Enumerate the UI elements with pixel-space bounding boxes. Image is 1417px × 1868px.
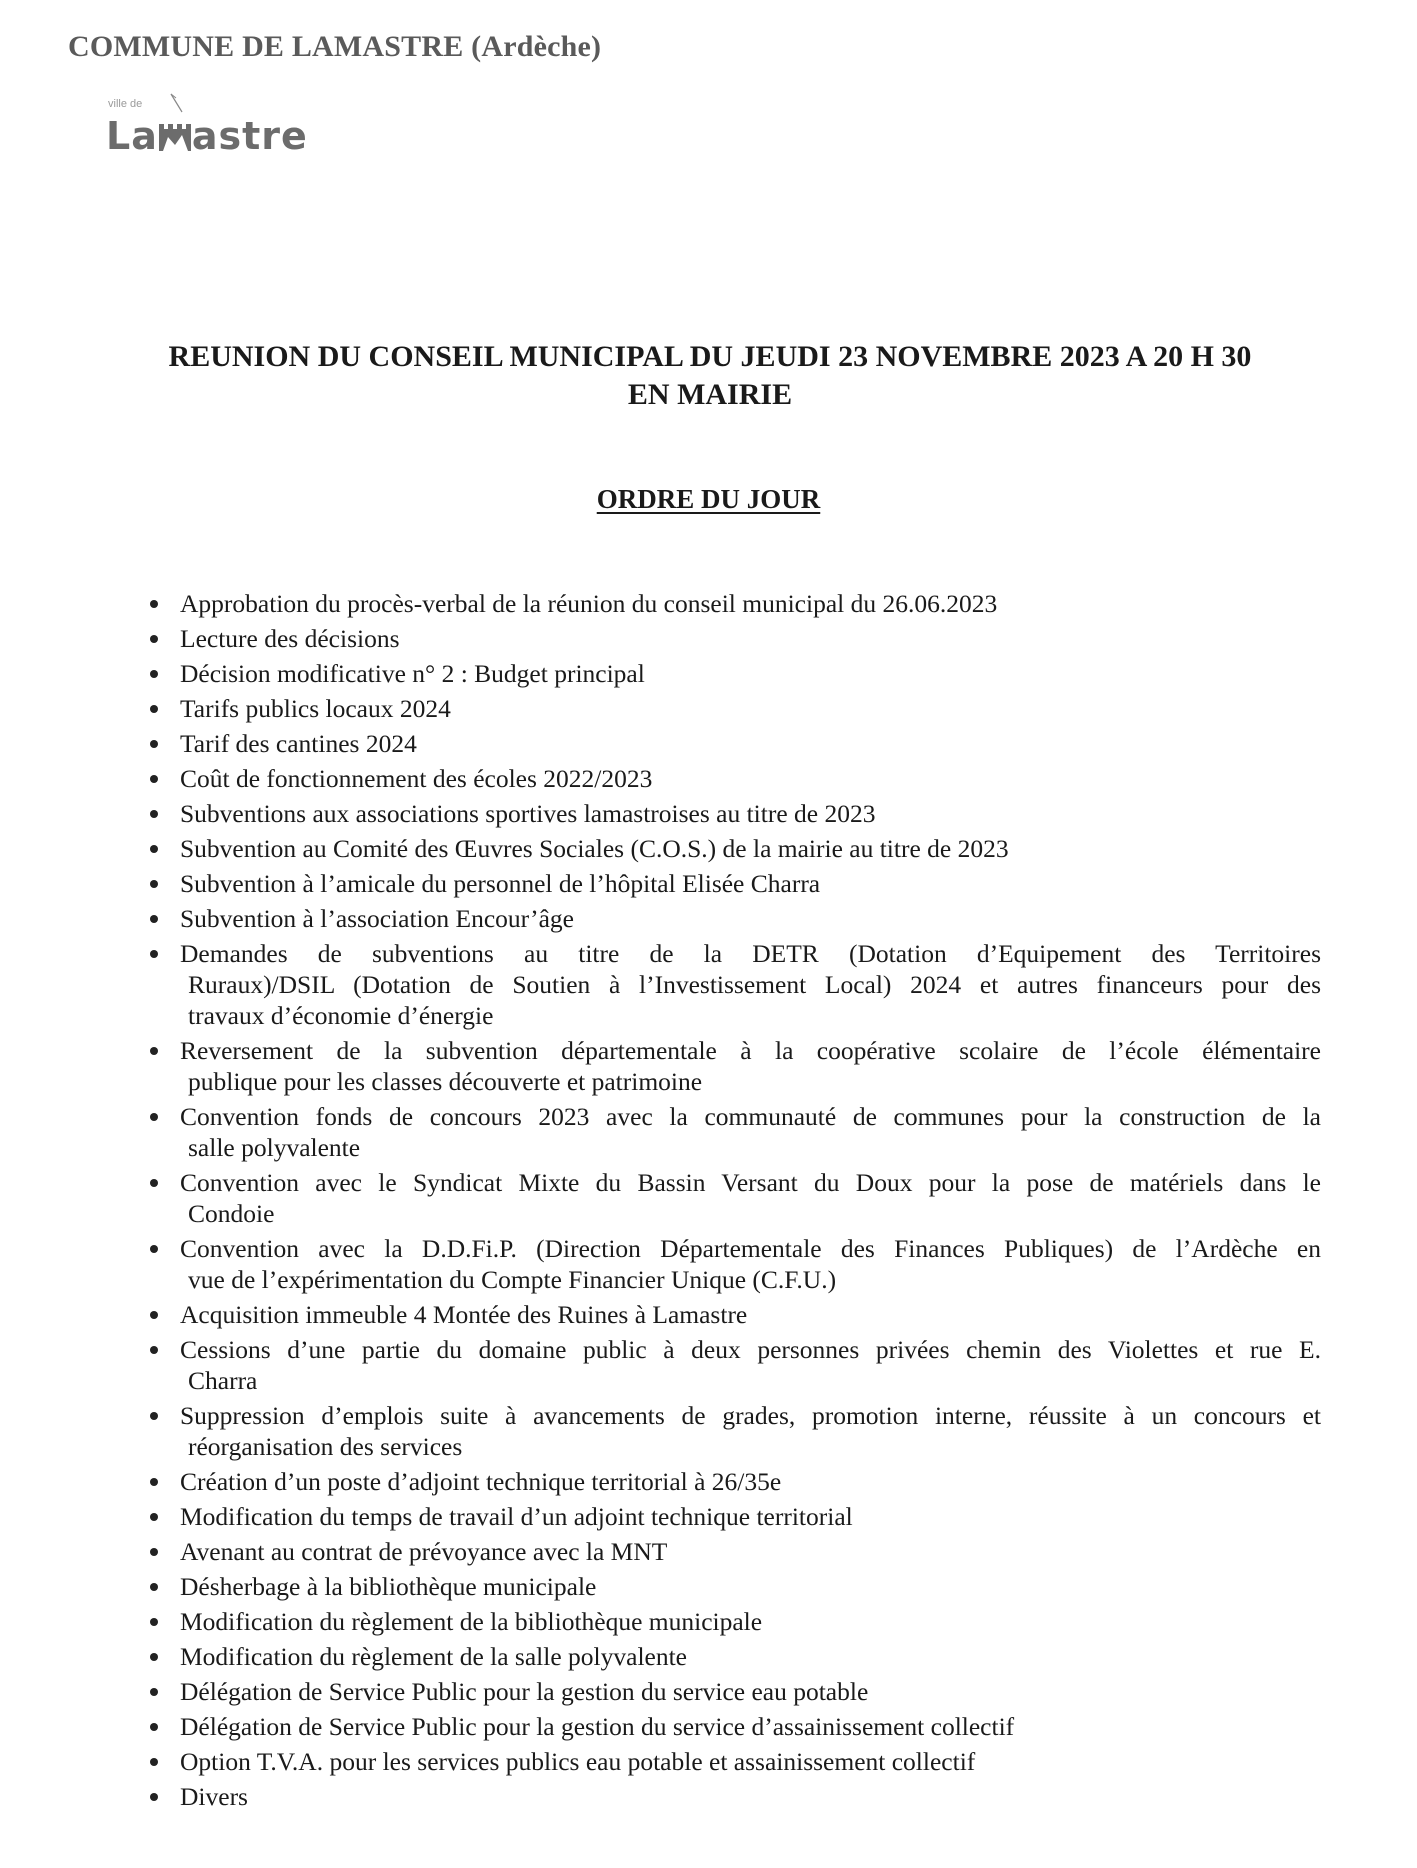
agenda-item: Convention fonds de concours 2023 avec la communauté de communes pour la construction de la salle polyvalente [136,1101,1321,1163]
bullet-icon [150,1047,158,1055]
bullet-icon [150,1548,158,1556]
agenda-item: Délégation de Service Public pour la gestion du service eau potable [136,1676,1321,1707]
agenda-item: Acquisition immeuble 4 Montée des Ruines à Lamastre [136,1299,1321,1330]
bullet-icon [150,1179,158,1187]
agenda-item: Coût de fonctionnement des écoles 2022/2023 [136,763,1321,794]
bullet-icon [150,1723,158,1731]
agenda-item: Suppression d’emplois suite à avancements de grades, promotion interne, réussite à un concours et réorganisation des services [136,1400,1321,1462]
flag-icon [168,92,184,114]
bullet-icon [150,635,158,643]
agenda-item: Demandes de subventions au titre de la DETR (Dotation d’Equipement des Territoires Ruraux)/DSIL (Dotation de Soutien à l’Investissement Local) 2024 et autres financeurs pour des travaux d’économie d’énergie [136,938,1321,1031]
bullet-icon [150,950,158,958]
agenda-item: Lecture des décisions [136,623,1321,654]
agenda-item: Convention avec la D.D.Fi.P. (Direction Départementale des Finances Publiques) de l’Ardèche en vue de l’expérimentation du Compte Financier Unique (C.F.U.) [136,1233,1321,1295]
lamastre-logo [106,92,326,162]
agenda-item: Cessions d’une partie du domaine public à deux personnes privées chemin des Violettes et rue E. Charra [136,1334,1321,1396]
bullet-icon [150,1583,158,1591]
agenda-list [136,588,1321,1816]
agenda-item: Convention avec le Syndicat Mixte du Bassin Versant du Doux pour la pose de matériels dans le Condoie [136,1167,1321,1229]
logo-wordmark: La astre [106,114,308,158]
bullet-icon [150,915,158,923]
meeting-title [60,338,1360,414]
agenda-item: Subvention au Comité des Œuvres Sociales (C.O.S.) de la mairie au titre de 2023 [136,833,1321,864]
bullet-icon [150,740,158,748]
bullet-icon [150,600,158,608]
bullet-icon [150,1245,158,1253]
bullet-icon [150,1618,158,1626]
meeting-title-line-2: EN MAIRIE [627,378,793,411]
agenda-item: Tarif des cantines 2024 [136,728,1321,759]
agenda-item: Tarifs publics locaux 2024 [136,693,1321,724]
agenda-item: Option T.V.A. pour les services publics eau potable et assainissement collectif [136,1746,1321,1777]
bullet-icon [150,1478,158,1486]
bullet-icon [150,1412,158,1420]
agenda-item: Modification du temps de travail d’un adjoint technique territorial [136,1501,1321,1532]
bullet-icon [150,880,158,888]
commune-heading: COMMUNE DE LAMASTRE (Ardèche) [68,30,602,63]
bullet-icon [150,1113,158,1121]
bullet-icon [150,845,158,853]
agenda-item: Subvention à l’association Encour’âge [136,903,1321,934]
bullet-icon [150,775,158,783]
bullet-icon [150,1513,158,1521]
agenda-item: Subvention à l’amicale du personnel de l’hôpital Elisée Charra [136,868,1321,899]
agenda-item: Création d’un poste d’adjoint technique territorial à 26/35e [136,1466,1321,1497]
bullet-icon [150,1758,158,1766]
bullet-icon [150,705,158,713]
meeting-title-line-1: REUNION DU CONSEIL MUNICIPAL DU JEUDI 23 NOVEMBRE 2023 A 20 H 30 [168,340,1252,373]
bullet-icon [150,1311,158,1319]
agenda-item: Avenant au contrat de prévoyance avec la MNT [136,1536,1321,1567]
bullet-icon [150,810,158,818]
castle-icon [158,123,192,151]
agenda-item: Approbation du procès-verbal de la réunion du conseil municipal du 26.06.2023 [136,588,1321,619]
bullet-icon [150,1653,158,1661]
agenda-item: Reversement de la subvention départementale à la coopérative scolaire de l’école élémentaire publique pour les classes découverte et patrimoine [136,1035,1321,1097]
agenda-item: Désherbage à la bibliothèque municipale [136,1571,1321,1602]
bullet-icon [150,1688,158,1696]
agenda-heading: ORDRE DU JOUR [596,484,821,514]
logo-tagline: ville de [108,98,143,110]
agenda-item: Modification du règlement de la bibliothèque municipale [136,1606,1321,1637]
bullet-icon [150,1346,158,1354]
agenda-item: Décision modificative n° 2 : Budget principal [136,658,1321,689]
bullet-icon [150,1793,158,1801]
agenda-item: Délégation de Service Public pour la gestion du service d’assainissement collectif [136,1711,1321,1742]
agenda-item: Modification du règlement de la salle polyvalente [136,1641,1321,1672]
agenda-item: Subventions aux associations sportives lamastroises au titre de 2023 [136,798,1321,829]
agenda-item: Divers [136,1781,1321,1812]
bullet-icon [150,670,158,678]
